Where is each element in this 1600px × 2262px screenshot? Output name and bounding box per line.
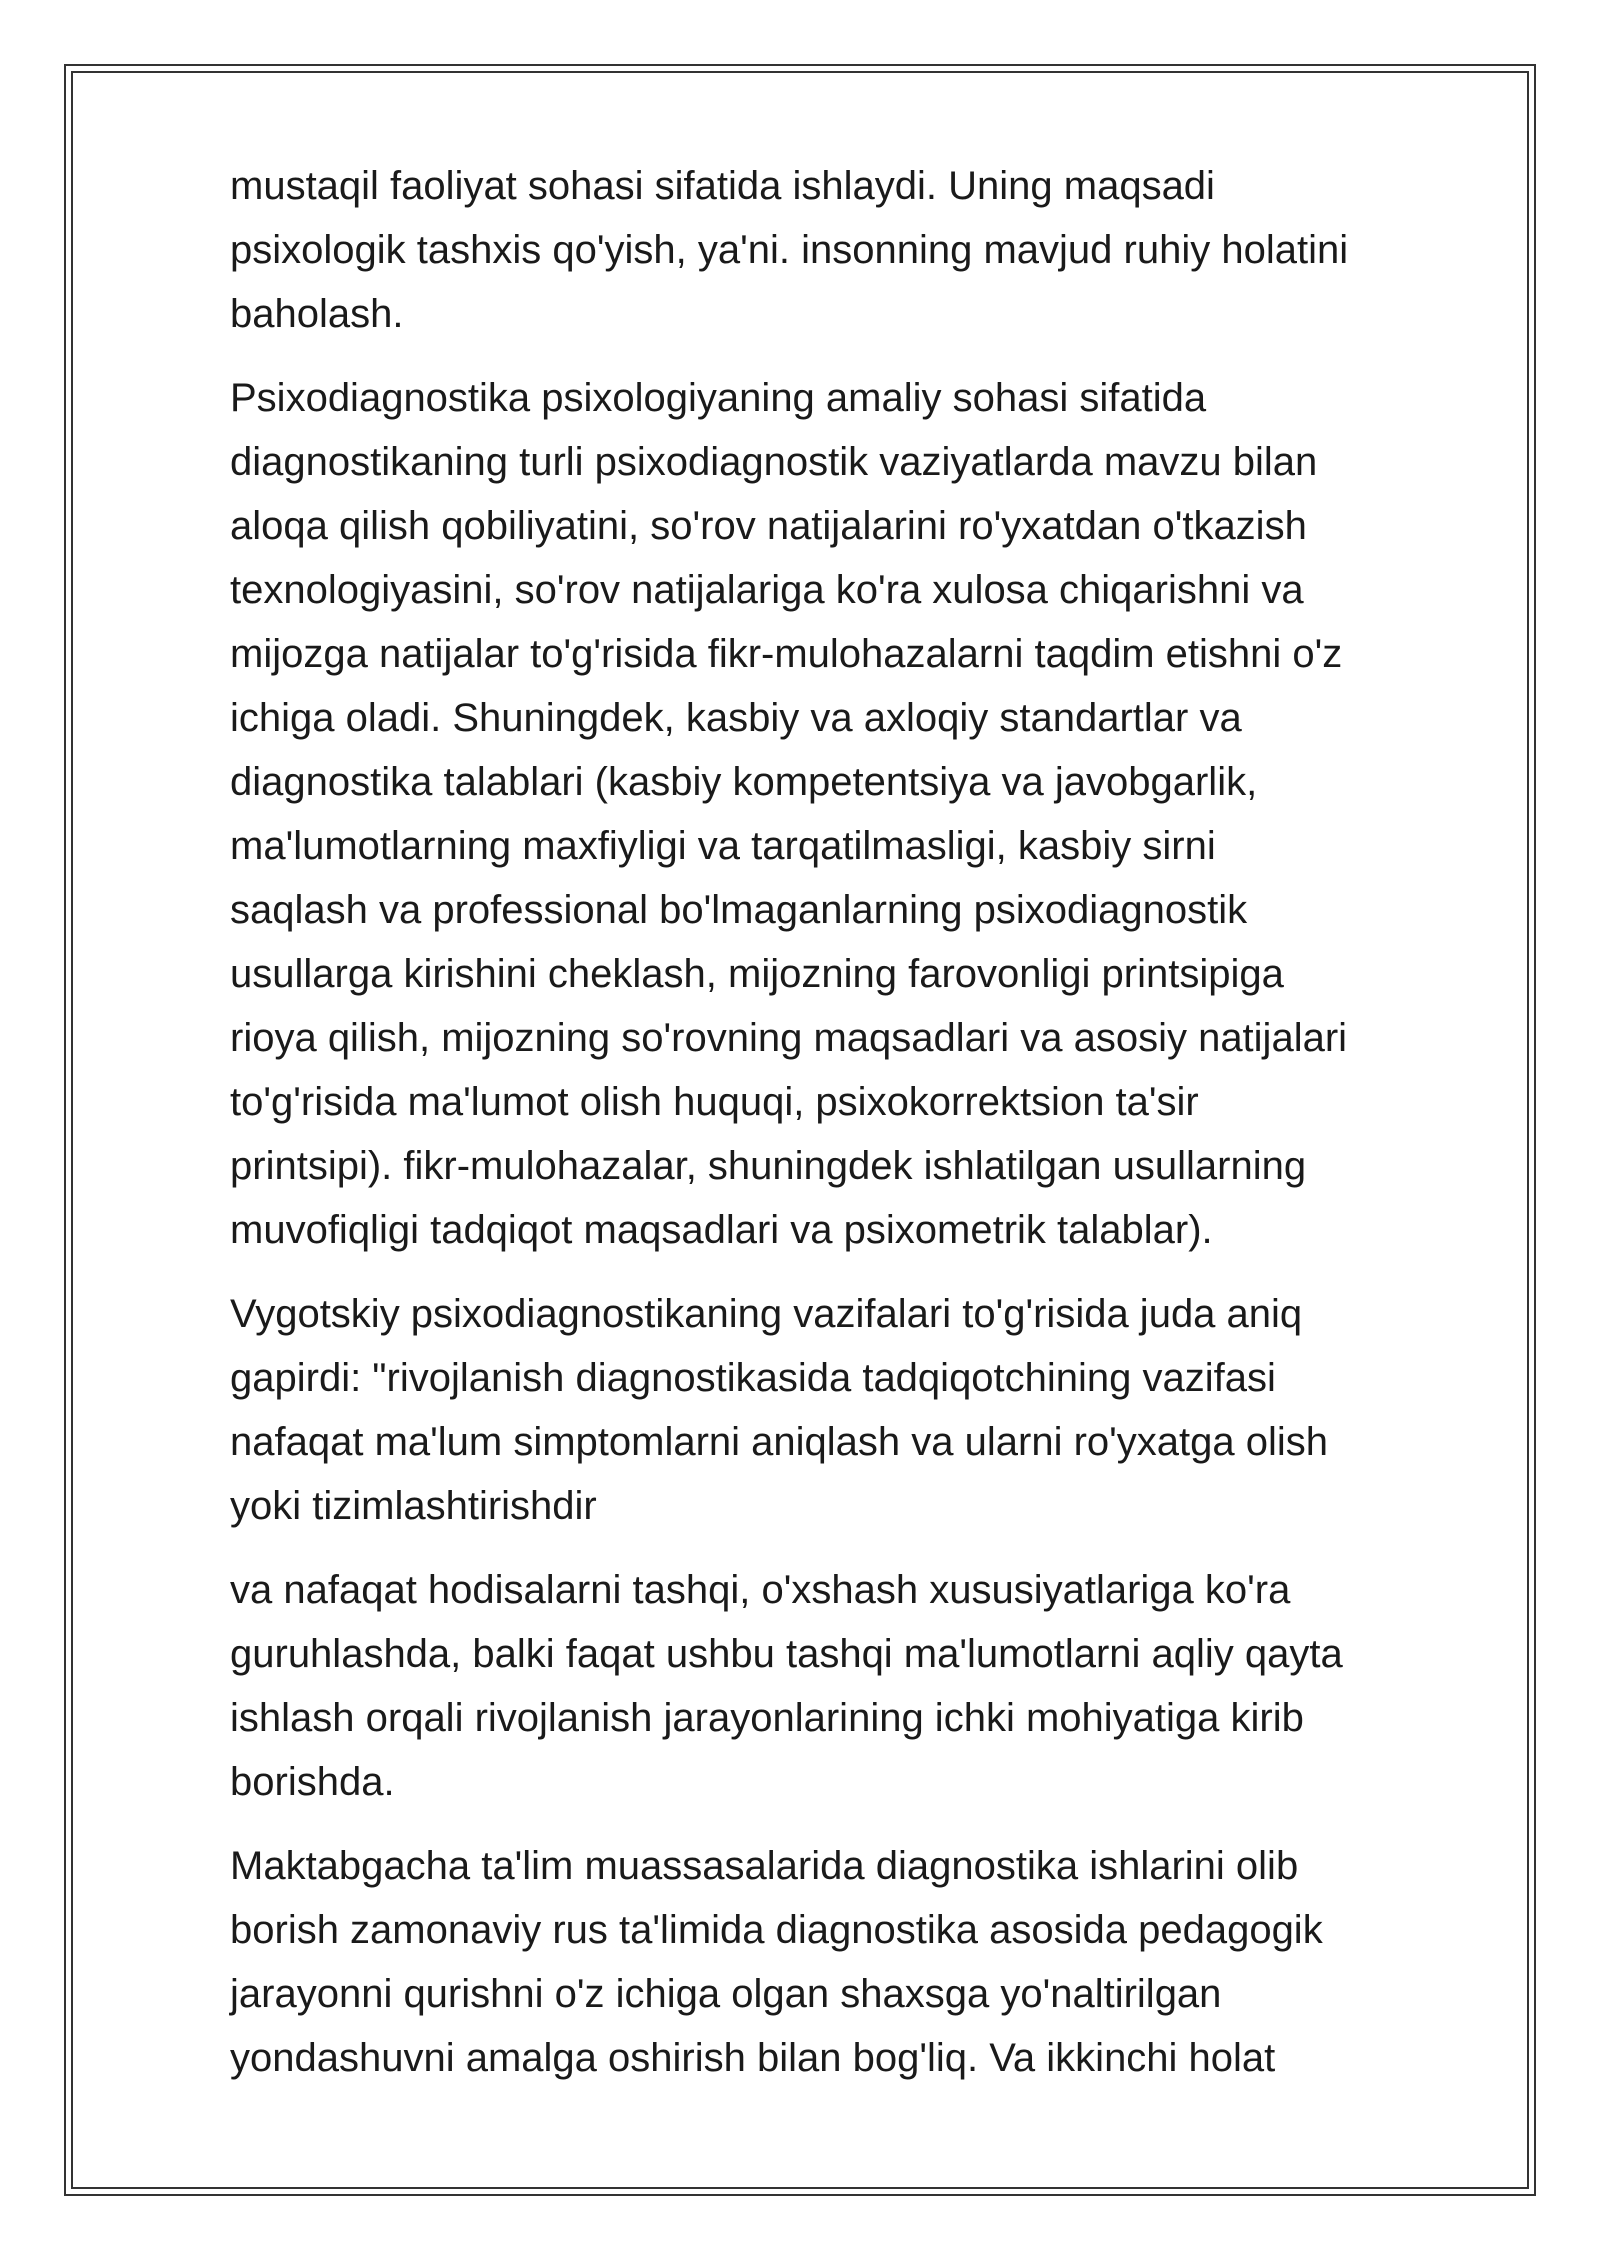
paragraph-5: Maktabgacha ta'lim muassasalarida diagnostika ishlarini olib borish zamonaviy rus ta'limida diagnostika asosida pedagogik jarayonni qurishni o'z ichiga olgan shaxsga yo'naltirilgan yondashuvni amalga oshirish bilan bog'liq. Va ikkinchi holat: [230, 1844, 1323, 2080]
paragraph-1: mustaqil faoliyat sohasi sifatida ishlaydi. Uning maqsadi psixologik tashxis qo'yish, ya'ni. insonning mavjud ruhiy holatini baholash.: [230, 164, 1349, 336]
paragraph-3: Vygotskiy psixodiagnostikaning vazifalari to'g'risida juda aniq gapirdi: "rivojlanish diagnostikasida tadqiqotchining vazifasi nafaqat ma'lum simptomlarni aniqlash va ularni ro'yxatga olish yoki tizimlashtirishdir: [230, 1292, 1329, 1528]
paragraph-2: Psixodiagnostika psixologiyaning amaliy sohasi sifatida diagnostikaning turli psixodiagnostik vaziyatlarda mavzu bilan aloqa qilish qobiliyatini, so'rov natijalarini ro'yxatdan o'tkazish texnologiyasini, so'rov natijalariga ko'ra xulosa chiqarishni va mijozga natijalar to'g'risida fikr-mulohazalarni taqdim etishni o'z ichiga oladi. Shuningdek, kasbiy va axloqiy standartlar va diagnostika talablari (kasbiy kompetentsiya va javobgarlik, ma'lumotlarning maxfiyligi va tarqatilmasligi, kasbiy sirni saqlash va professional bo'lmaganlarning psixodiagnostik usullarga kirishini cheklash, mijozning farovonligi printsipiga rioya qilish, mijozning so'rovning maqsadlari va asosiy natijalari to'g'risida ma'lumot olish huquqi, psixokorrektsion ta'sir printsipi). fikr-mulohazalar, shuningdek ishlatilgan usullarning muvofiqligi tadqiqot maqsadlari va psixometrik talablar).: [230, 376, 1348, 1252]
paragraph-4: va nafaqat hodisalarni tashqi, o'xshash xususiyatlariga ko'ra guruhlashda, balki faqat ushbu tashqi ma'lumotlarni aqliy qayta ishlash orqali rivojlanish jarayonlarining ichki mohiyatiga kirib borishda.: [230, 1568, 1343, 1804]
document-body: [230, 154, 1530, 2110]
